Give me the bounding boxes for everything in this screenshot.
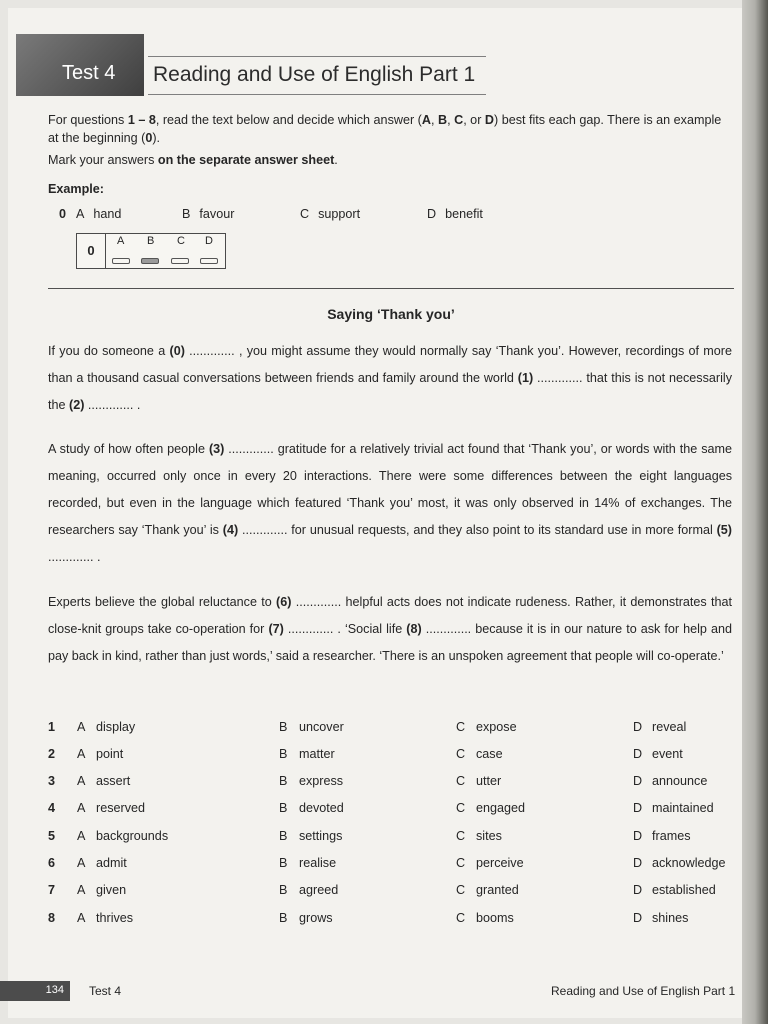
passage-text: ............. because it is in our nature to ask for help and pay back in kind, rather than just words,’ said a researcher. ‘There is an unspoken agreement that people will co-operate.’ <box>48 622 732 663</box>
option-word: established <box>652 883 716 897</box>
question-number: 1 <box>48 720 56 734</box>
answer-slot-d[interactable] <box>200 258 218 264</box>
option-word: engaged <box>476 801 526 815</box>
gap-number: (5) <box>716 523 732 537</box>
example-option-b <box>182 207 234 221</box>
instr-text: For questions <box>48 113 128 127</box>
page-number-tab <box>0 981 70 1001</box>
option-letter: C <box>456 883 466 897</box>
footer-section-label: Reading and Use of English Part 1 <box>551 984 736 998</box>
option-letter: D <box>633 720 643 734</box>
option-word: maintained <box>652 801 714 815</box>
option-word: acknowledge <box>652 856 726 870</box>
option-letter: A <box>77 720 86 734</box>
page-title: Reading and Use of English Part 1 <box>153 63 476 86</box>
option-letter: A <box>77 774 86 788</box>
instr-letter: B <box>437 113 448 127</box>
next-page-edge <box>742 0 768 1024</box>
answer-box-letter-a: A <box>117 235 125 247</box>
option-word: support <box>318 207 361 221</box>
option-word: point <box>96 747 124 761</box>
example-option-a <box>76 207 121 221</box>
option-word: agreed <box>299 883 339 897</box>
gap-number: (6) <box>276 595 292 609</box>
instr-text: , read the text below and decide which answer ( <box>155 113 422 127</box>
option-letter: B <box>279 829 288 843</box>
answer-box-letter-c: C <box>177 235 185 247</box>
option-word: given <box>96 883 127 897</box>
option-letter: A <box>77 829 86 843</box>
passage-text: ............. that this is not necessarily the <box>48 371 732 412</box>
option-word: case <box>476 747 503 761</box>
option-letter: C <box>456 747 466 761</box>
option-letter: A <box>77 911 86 925</box>
option-word: favour <box>199 207 235 221</box>
passage-text: ............. for unusual requests, and they also point to its standard use in more formal <box>238 523 717 537</box>
question-row <box>48 747 734 767</box>
option-letter: C <box>456 829 466 843</box>
option-word: backgrounds <box>96 829 169 843</box>
example-label: Example: <box>48 182 104 196</box>
example-answer-box <box>76 233 226 269</box>
answer-box-letter-d: D <box>205 235 213 247</box>
passage-text: ............. , you might assume they would normally say ‘Thank you’. However, recordings of more than a thousand casual conversations between friends and family around the world <box>48 344 732 385</box>
option-letter: D <box>427 207 437 221</box>
option-word: thrives <box>96 911 134 925</box>
option-word: grows <box>299 911 333 925</box>
passage-paragraph-1 <box>48 338 732 419</box>
instr-text: ) best fits each gap. There is an example at the beginning ( <box>48 113 722 145</box>
option-letter: B <box>279 720 288 734</box>
gap-number: (0) <box>169 344 185 358</box>
gap-number: (1) <box>517 371 534 385</box>
question-number: 2 <box>48 747 56 761</box>
option-letter: B <box>279 911 288 925</box>
answer-box-letter-b: B <box>147 235 155 247</box>
question-row <box>48 720 734 740</box>
option-letter: B <box>182 207 191 221</box>
option-word: announce <box>652 774 708 788</box>
question-number: 6 <box>48 856 56 870</box>
instr-text: , or <box>463 113 485 127</box>
option-word: hand <box>93 207 122 221</box>
question-row <box>48 774 734 794</box>
question-row <box>48 883 734 903</box>
question-number: 3 <box>48 774 56 788</box>
instr-zero: 0 <box>145 131 153 145</box>
option-letter: B <box>279 856 288 870</box>
question-number: 5 <box>48 829 56 843</box>
option-letter: B <box>279 747 288 761</box>
option-word: uncover <box>299 720 344 734</box>
gap-number: (8) <box>406 622 422 636</box>
mark-instruction <box>48 153 338 167</box>
option-word: expose <box>476 720 517 734</box>
answer-slot-a[interactable] <box>112 258 130 264</box>
option-letter: A <box>77 856 86 870</box>
question-row <box>48 829 734 849</box>
option-word: reserved <box>96 801 145 815</box>
instr-range: 1 – 8 <box>127 113 156 127</box>
option-word: sites <box>476 829 502 843</box>
answer-slot-b-selected[interactable] <box>141 258 159 264</box>
gap-number: (7) <box>268 622 284 636</box>
passage-text: ............. . <box>84 398 141 412</box>
instr-letter: D <box>484 113 494 127</box>
option-letter: B <box>279 774 288 788</box>
option-word: realise <box>299 856 337 870</box>
question-row <box>48 856 734 876</box>
option-word: utter <box>476 774 502 788</box>
passage-text: ............. helpful acts does not indicate rudeness. Rather, it demonstrates that close-knit groups take co-operation for <box>48 595 733 636</box>
passage-title: Saying ‘Thank you’ <box>327 306 455 322</box>
option-word: devoted <box>299 801 344 815</box>
option-word: assert <box>96 774 131 788</box>
instr-text: , <box>447 113 455 127</box>
option-letter: B <box>279 801 288 815</box>
option-letter: D <box>633 774 643 788</box>
option-word: granted <box>476 883 519 897</box>
gap-number: (3) <box>208 442 225 456</box>
option-letter: D <box>633 911 643 925</box>
title-rule-bottom <box>148 94 486 95</box>
option-letter: D <box>633 747 643 761</box>
option-word: shines <box>652 911 689 925</box>
question-number: 4 <box>48 801 56 815</box>
passage-text: A study of how often people <box>48 442 209 456</box>
option-letter: C <box>300 207 310 221</box>
section-divider <box>48 288 734 289</box>
gap-number: (4) <box>222 523 239 537</box>
option-word: frames <box>652 829 691 843</box>
footer-test-label: Test 4 <box>89 984 122 998</box>
test-tab <box>16 34 144 96</box>
option-letter: D <box>633 829 643 843</box>
mark-text: Mark your answers <box>48 153 158 167</box>
instr-text: ). <box>152 131 161 145</box>
option-letter: D <box>633 883 643 897</box>
mark-bold: on the separate answer sheet <box>157 153 335 167</box>
option-letter: A <box>77 747 86 761</box>
page-number: 134 <box>45 984 64 996</box>
passage-paragraph-2 <box>48 436 732 571</box>
question-row <box>48 911 734 931</box>
option-word: display <box>96 720 136 734</box>
option-word: matter <box>299 747 335 761</box>
option-word: admit <box>96 856 127 870</box>
option-letter: C <box>456 911 466 925</box>
passage-paragraph-3 <box>48 589 732 670</box>
example-option-d <box>427 207 483 221</box>
option-word: settings <box>299 829 343 843</box>
option-word: perceive <box>476 856 524 870</box>
question-row <box>48 801 734 821</box>
option-letter: D <box>633 856 643 870</box>
option-letter: D <box>633 801 643 815</box>
option-word: event <box>652 747 683 761</box>
option-letter: C <box>456 720 466 734</box>
instr-text: , <box>430 113 438 127</box>
option-letter: C <box>456 801 466 815</box>
passage-text: ............. gratitude for a relatively trivial act found that ‘Thank you’, or words with the same meaning, occurred only once in every 20 interactions. There were some differences between the eight languages recorded, but even in the language which featured ‘Thank you’ most, it was only observed in 14% of exchanges. The researchers say ‘Thank you’ is <box>48 442 732 537</box>
question-number: 7 <box>48 883 56 897</box>
passage-text: ............. . <box>48 550 101 564</box>
mark-text: . <box>334 153 338 167</box>
instr-letter: A <box>421 113 431 127</box>
passage-text: ............. . ‘Social life <box>283 622 407 636</box>
option-letter: A <box>76 207 85 221</box>
option-letter: A <box>77 801 86 815</box>
test-label: Test 4 <box>62 62 116 84</box>
option-letter: B <box>279 883 288 897</box>
question-number: 8 <box>48 911 56 925</box>
passage-text: If you do someone a <box>48 344 170 358</box>
answer-slot-c[interactable] <box>171 258 189 264</box>
option-letter: C <box>456 856 466 870</box>
option-word: reveal <box>652 720 687 734</box>
instr-letter: C <box>454 113 464 127</box>
answer-box-number: 0 <box>77 234 106 268</box>
option-letter: C <box>456 774 466 788</box>
title-rule-top <box>148 56 486 57</box>
gap-number: (2) <box>69 398 85 412</box>
option-letter: A <box>77 883 86 897</box>
example-option-c <box>300 207 360 221</box>
instructions <box>48 111 734 147</box>
option-word: express <box>299 774 344 788</box>
passage-text: Experts believe the global reluctance to <box>48 595 277 609</box>
option-word: benefit <box>445 207 483 221</box>
example-number: 0 <box>59 207 67 221</box>
option-word: booms <box>476 911 514 925</box>
